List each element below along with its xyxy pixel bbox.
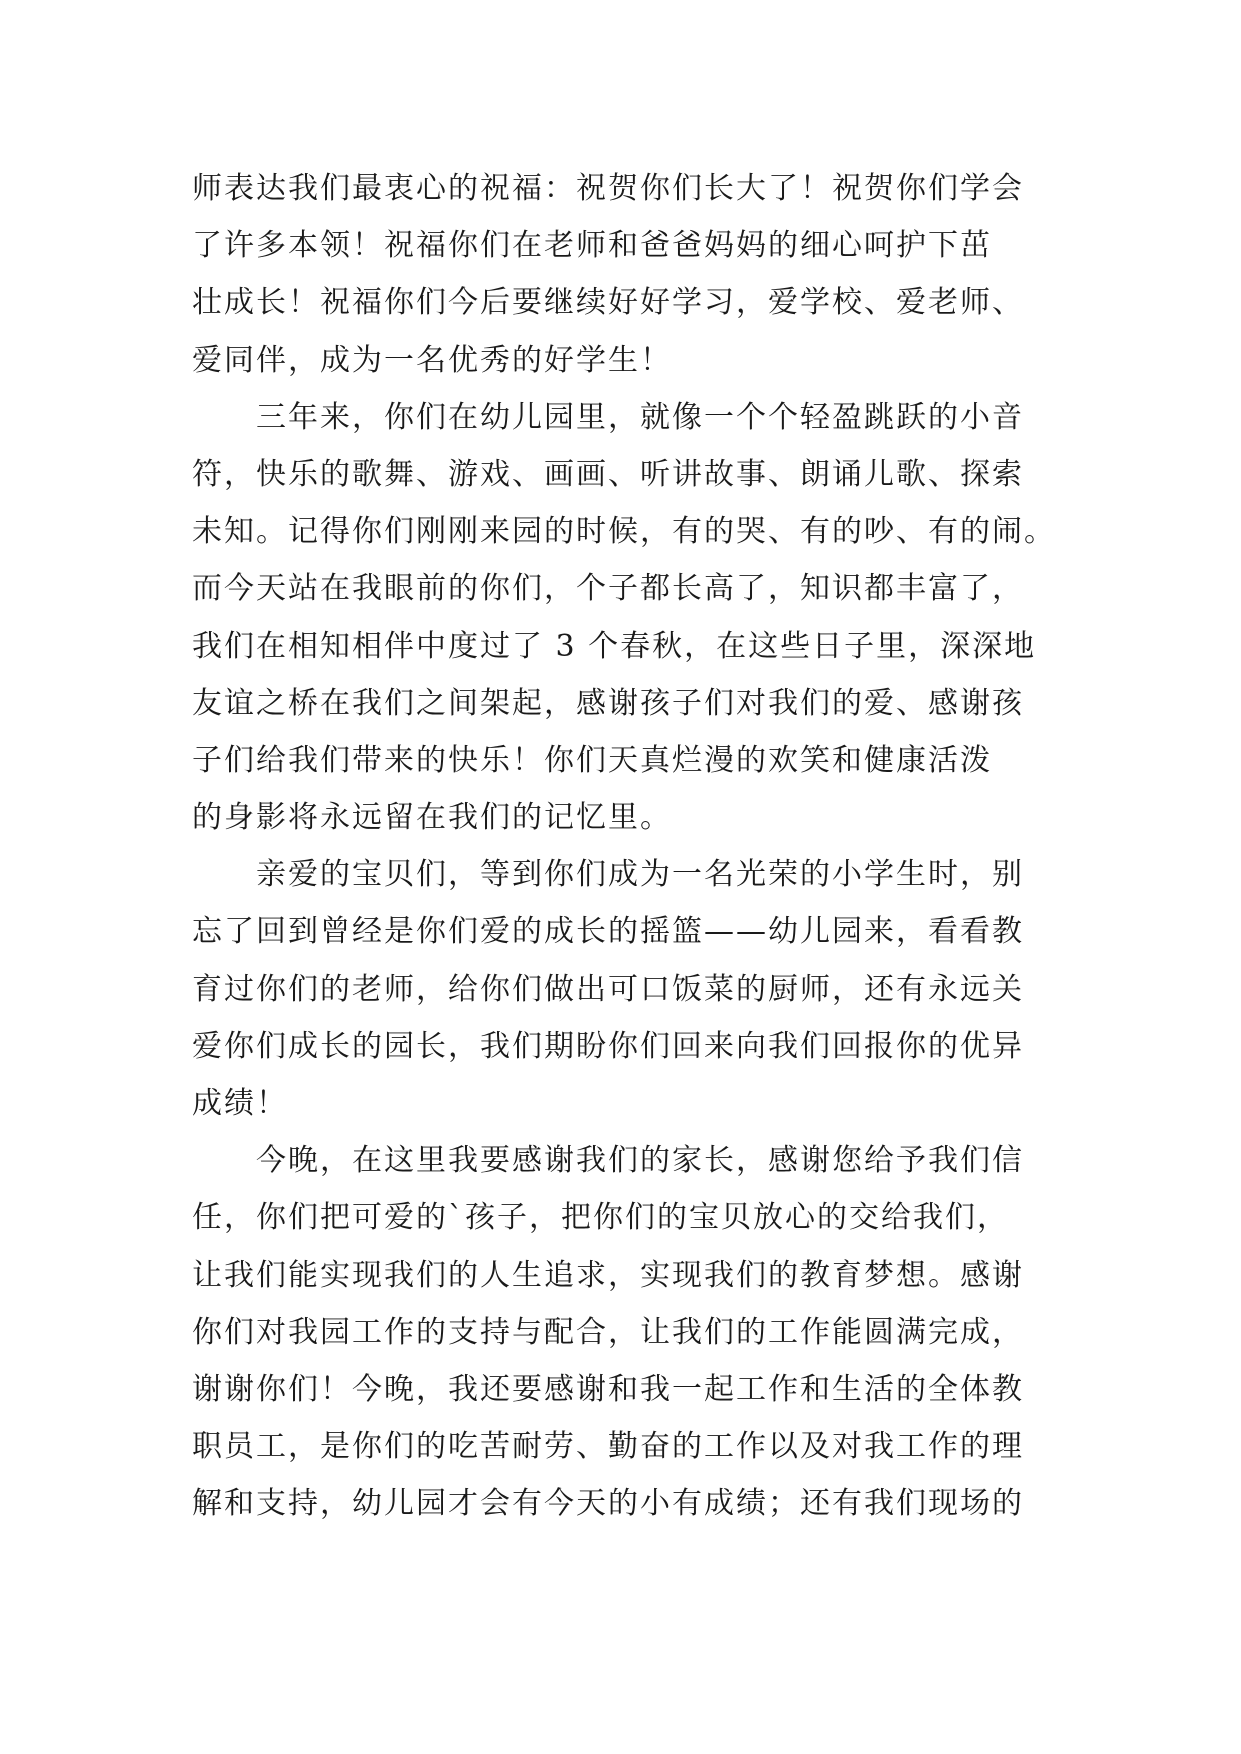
text-line: 子们给我们带来的快乐！你们天真烂漫的欢笑和健康活泼 [192,742,992,778]
document-body [192,160,1072,1533]
text-line: 忘了回到曾经是你们爱的成长的摇篮——幼儿园来，看看教 [192,914,1024,950]
text-line: 未知。记得你们刚刚来园的时候，有的哭、有的吵、有的闹。 [192,514,1056,550]
text-line: 师表达我们最衷心的祝福：祝贺你们长大了！祝贺你们学会 [192,171,1024,206]
text-line: 爱同伴，成为一名优秀的好学生！ [192,342,672,378]
text-line: 我们在相知相伴中度过了 3 个春秋，在这些日子里，深深地 [192,628,1037,664]
text-line: 解和支持，幼儿园才会有今天的小有成绩；还有我们现场的 [192,1486,1024,1522]
text-line: 而今天站在我眼前的你们，个子都长高了，知识都丰富了， [192,571,1024,607]
paragraph-start-line: 今晚，在这里我要感谢我们的家长，感谢您给予我们信 [256,1143,1024,1179]
text-line: 壮成长！祝福你们今后要继续好好学习，爱学校、爱老师、 [192,285,1024,321]
text-line: 爱你们成长的园长，我们期盼你们回来向我们回报你的优异 [192,1028,1024,1064]
text-line: 谢谢你们！今晚，我还要感谢和我一起工作和生活的全体教 [192,1371,1024,1407]
text-line: 让我们能实现我们的人生追求，实现我们的教育梦想。感谢 [192,1257,1024,1293]
text-line: 任，你们把可爱的`孩子，把你们的宝贝放心的交给我们， [192,1200,1009,1236]
text-line: 符，快乐的歌舞、游戏、画画、听讲故事、朗诵儿歌、探索 [192,456,1024,492]
text-line: 职员工，是你们的吃苦耐劳、勤奋的工作以及对我工作的理 [192,1429,1024,1465]
text-line: 育过你们的老师，给你们做出可口饭菜的厨师，还有永远关 [192,971,1024,1007]
text-line: 的身影将永远留在我们的记忆里。 [192,800,672,836]
text-line: 了许多本领！祝福你们在老师和爸爸妈妈的细心呵护下茁 [192,228,992,264]
paragraph-start-line: 三年来，你们在幼儿园里，就像一个个轻盈跳跃的小音 [256,399,1024,435]
text-line: 成绩！ [192,1086,288,1121]
paragraph-start-line: 亲爱的宝贝们，等到你们成为一名光荣的小学生时，别 [256,857,1024,893]
text-line: 友谊之桥在我们之间架起，感谢孩子们对我们的爱、感谢孩 [192,685,1024,721]
text-line: 你们对我园工作的支持与配合，让我们的工作能圆满完成， [192,1314,1024,1350]
